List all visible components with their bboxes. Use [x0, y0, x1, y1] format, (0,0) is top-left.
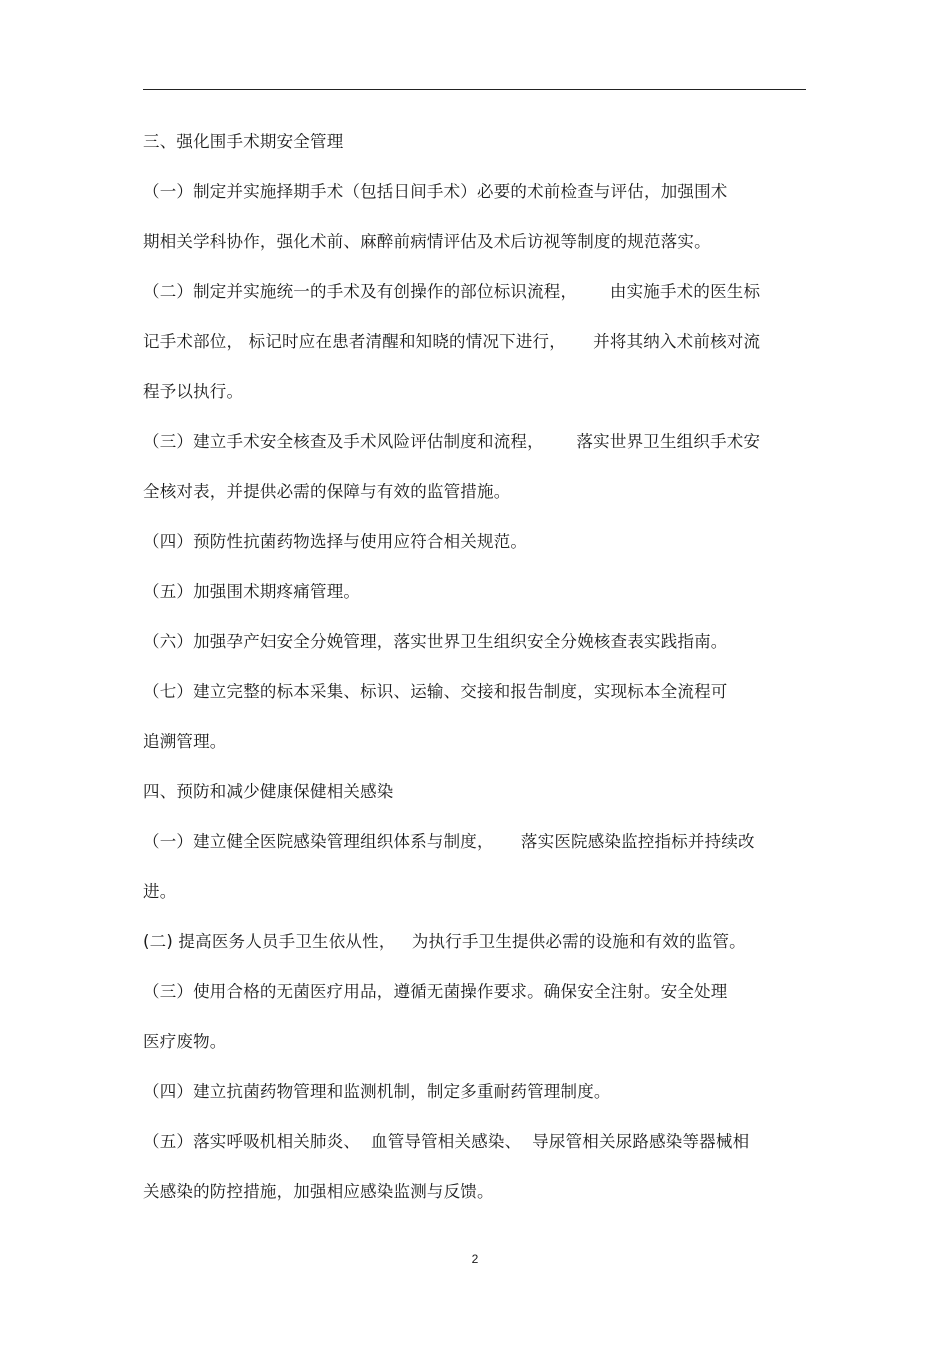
page-number: 2	[471, 1252, 479, 1266]
paragraph-line: （四）建立抗菌药物管理和监测机制，制定多重耐药管理制度。	[143, 1082, 611, 1101]
paragraph-line: 追溯管理。	[143, 732, 227, 751]
paragraph-line: （一）建立健全医院感染管理组织体系与制度， 落实医院感染监控指标并持续改	[143, 832, 755, 851]
paragraph-line: （四）预防性抗菌药物选择与使用应符合相关规范。	[143, 532, 528, 551]
paragraph-line: (二) 提高医务人员手卫生依从性， 为执行手卫生提供必需的设施和有效的监管。	[143, 932, 746, 951]
section-heading-3: 三、强化围手术期安全管理	[143, 132, 344, 151]
paragraph-line: （三）使用合格的无菌医疗用品，遵循无菌操作要求。确保安全注射。安全处理	[143, 982, 728, 1001]
paragraph-line: （一）制定并实施择期手术（包括日间手术）必要的术前检查与评估，加强围术	[143, 182, 728, 201]
header-rule	[143, 89, 806, 90]
paragraph-line: （五）落实呼吸机相关肺炎、 血管导管相关感染、 导尿管相关尿路感染等器械相	[143, 1132, 750, 1151]
paragraph-line: （二）制定并实施统一的手术及有创操作的部位标识流程， 由实施手术的医生标	[143, 282, 761, 301]
paragraph-line: 医疗废物。	[143, 1032, 227, 1051]
paragraph-line: （七）建立完整的标本采集、标识、运输、交接和报告制度，实现标本全流程可	[143, 682, 728, 701]
paragraph-line: （三）建立手术安全核查及手术风险评估制度和流程， 落实世界卫生组织手术安	[143, 432, 761, 451]
paragraph-line: 程予以执行。	[143, 382, 244, 401]
paragraph-line: （六）加强孕产妇安全分娩管理，落实世界卫生组织安全分娩核查表实践指南。	[143, 632, 728, 651]
section-heading-4: 四、预防和减少健康保健相关感染	[143, 782, 394, 801]
paragraph-line: 进。	[143, 882, 177, 901]
paragraph-line: （五）加强围术期疼痛管理。	[143, 582, 361, 601]
paragraph-line: 期相关学科协作，强化术前、麻醉前病情评估及术后访视等制度的规范落实。	[143, 232, 711, 251]
paragraph-line: 关感染的防控措施，加强相应感染监测与反馈。	[143, 1182, 494, 1201]
paragraph-line: 记手术部位， 标记时应在患者清醒和知晓的情况下进行， 并将其纳入术前核对流	[143, 332, 761, 351]
paragraph-line: 全核对表，并提供必需的保障与有效的监管措施。	[143, 482, 511, 501]
